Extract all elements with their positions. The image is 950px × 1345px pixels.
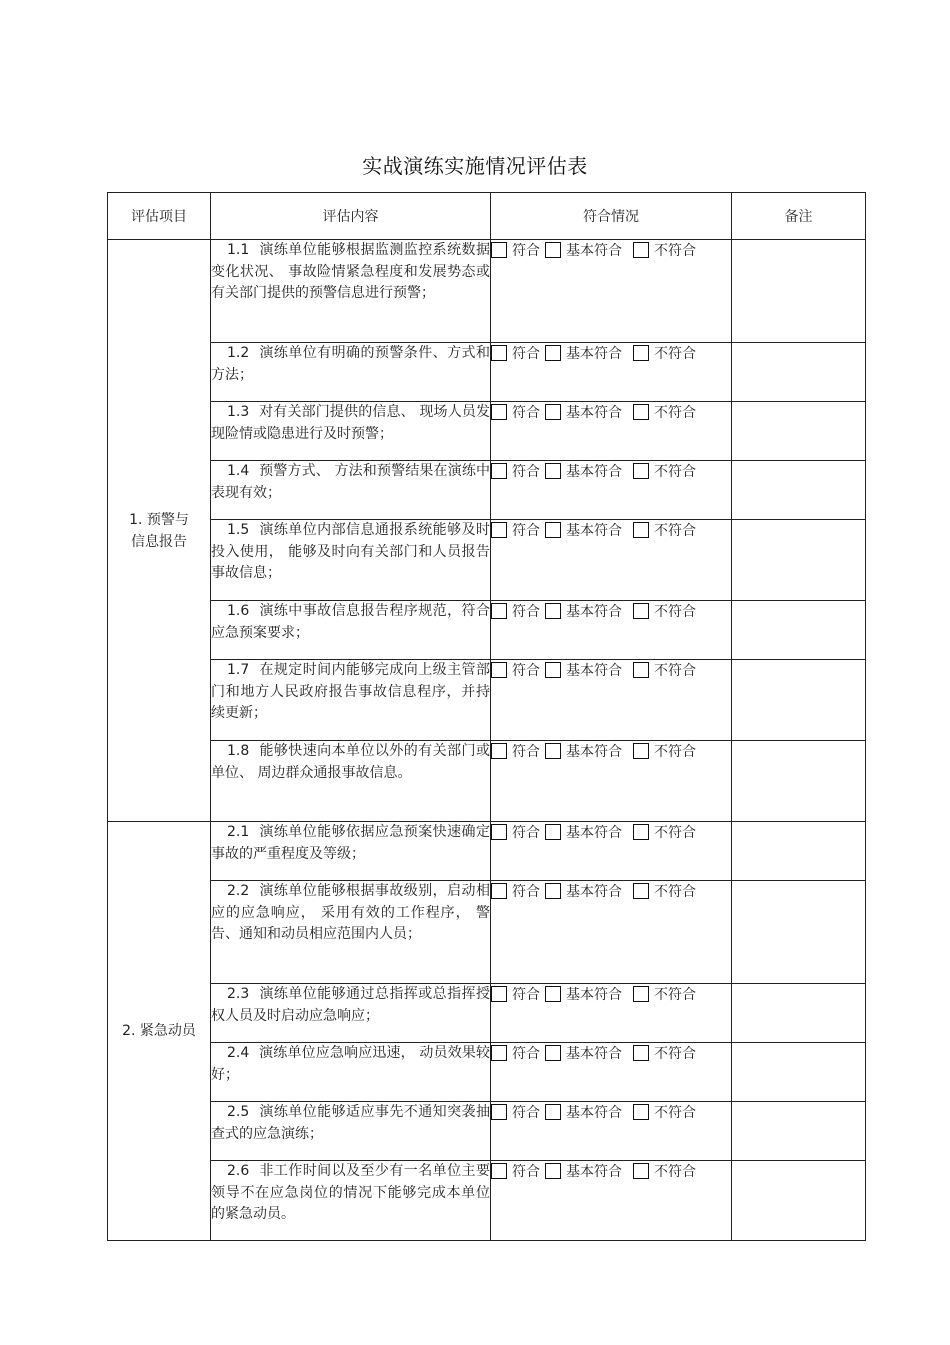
remarks-cell[interactable] bbox=[732, 1161, 866, 1241]
conform-checkbox[interactable] bbox=[491, 242, 507, 258]
conform-option[interactable] bbox=[491, 461, 540, 481]
header-item: 评估项目 bbox=[108, 193, 211, 240]
basic-conform-checkbox[interactable] bbox=[545, 345, 561, 361]
conformity-cell bbox=[491, 822, 732, 881]
conform-label: 符合 bbox=[512, 744, 540, 760]
remarks-cell[interactable] bbox=[732, 520, 866, 601]
non-conform-checkbox[interactable] bbox=[633, 986, 649, 1002]
basic-conform-checkbox[interactable] bbox=[545, 1104, 561, 1120]
non-conform-option[interactable] bbox=[633, 984, 696, 1004]
conform-label: 符合 bbox=[512, 884, 540, 900]
table-row bbox=[108, 1102, 866, 1161]
conform-label: 符合 bbox=[512, 1046, 540, 1062]
conform-checkbox[interactable] bbox=[491, 345, 507, 361]
section-name-line2: 信息报告 bbox=[131, 533, 187, 550]
basic-conform-label: 基本符合 bbox=[566, 464, 622, 480]
criterion-number: 1.2 bbox=[227, 345, 250, 361]
basic-conform-label: 基本符合 bbox=[566, 1164, 622, 1180]
non-conform-checkbox[interactable] bbox=[633, 603, 649, 619]
criterion-text: 演练单位能够依据应急预案快速确定事故的严重程度及等级； bbox=[211, 824, 490, 862]
conform-checkbox[interactable] bbox=[491, 463, 507, 479]
conformity-cell bbox=[491, 984, 732, 1043]
conform-checkbox[interactable] bbox=[491, 1163, 507, 1179]
table-row bbox=[108, 1161, 866, 1241]
conformity-cell bbox=[491, 660, 732, 741]
criterion-number: 1.4 bbox=[227, 463, 250, 479]
evaluation-table bbox=[107, 192, 866, 1241]
basic-conform-checkbox[interactable] bbox=[545, 242, 561, 258]
non-conform-option[interactable] bbox=[633, 1043, 696, 1063]
table-row bbox=[108, 402, 866, 461]
non-conform-label: 不符合 bbox=[654, 604, 696, 620]
section-2-name bbox=[108, 822, 211, 1241]
non-conform-label: 不符合 bbox=[654, 744, 696, 760]
non-conform-label: 不符合 bbox=[654, 464, 696, 480]
non-conform-option[interactable] bbox=[633, 1161, 696, 1181]
remarks-cell[interactable] bbox=[732, 601, 866, 660]
remarks-cell[interactable] bbox=[732, 984, 866, 1043]
remarks-cell[interactable] bbox=[732, 1102, 866, 1161]
conform-label: 符合 bbox=[512, 346, 540, 362]
criterion-cell bbox=[211, 1102, 491, 1161]
conform-checkbox[interactable] bbox=[491, 662, 507, 678]
basic-conform-label: 基本符合 bbox=[566, 1105, 622, 1121]
criterion-number: 1.1 bbox=[227, 242, 250, 258]
table-row bbox=[108, 520, 866, 601]
criterion-text: 非工作时间以及至少有一名单位主要领导不在应急岗位的情况下能够完成本单位的紧急动员。 bbox=[211, 1163, 490, 1222]
basic-conform-label: 基本符合 bbox=[566, 987, 622, 1003]
conform-checkbox[interactable] bbox=[491, 603, 507, 619]
conform-option[interactable] bbox=[491, 881, 540, 901]
conform-label: 符合 bbox=[512, 523, 540, 539]
non-conform-option[interactable] bbox=[633, 822, 696, 842]
basic-conform-checkbox[interactable] bbox=[545, 824, 561, 840]
criterion-number: 1.5 bbox=[227, 522, 250, 538]
table-row bbox=[108, 343, 866, 402]
non-conform-option[interactable] bbox=[633, 240, 696, 260]
table-row bbox=[108, 601, 866, 660]
criterion-text: 对有关部门提供的信息、 现场人员发现险情或隐患进行及时预警； bbox=[211, 404, 490, 442]
criterion-text: 演练单位能够根据事故级别，启动相应的应急响应， 采用有效的工作程序， 警告、通知和动员相应范围内人员； bbox=[211, 883, 490, 942]
non-conform-checkbox[interactable] bbox=[633, 662, 649, 678]
table-header-row bbox=[108, 193, 866, 240]
table-row bbox=[108, 822, 866, 881]
basic-conform-option[interactable] bbox=[545, 402, 622, 422]
basic-conform-checkbox[interactable] bbox=[545, 1045, 561, 1061]
table-row bbox=[108, 984, 866, 1043]
conform-checkbox[interactable] bbox=[491, 522, 507, 538]
non-conform-checkbox[interactable] bbox=[633, 242, 649, 258]
criterion-text: 演练单位能够根据监测监控系统数据变化状况、 事故险情紧急程度和发展势态或有关部门提供的预警信息进行预警； bbox=[211, 242, 490, 301]
criterion-cell bbox=[211, 822, 491, 881]
criterion-cell bbox=[211, 660, 491, 741]
conformity-cell bbox=[491, 601, 732, 660]
criterion-cell bbox=[211, 520, 491, 601]
basic-conform-option[interactable] bbox=[545, 984, 622, 1004]
conform-option[interactable] bbox=[491, 741, 540, 761]
basic-conform-option[interactable] bbox=[545, 601, 622, 621]
non-conform-label: 不符合 bbox=[654, 1046, 696, 1062]
non-conform-checkbox[interactable] bbox=[633, 404, 649, 420]
criterion-text: 能够快速向本单位以外的有关部门或单位、 周边群众通报事故信息。 bbox=[211, 743, 490, 781]
criterion-number: 2.1 bbox=[227, 824, 250, 840]
basic-conform-checkbox[interactable] bbox=[545, 1163, 561, 1179]
conform-label: 符合 bbox=[512, 825, 540, 841]
conform-option[interactable] bbox=[491, 402, 540, 422]
header-content: 评估内容 bbox=[211, 193, 491, 240]
conformity-cell bbox=[491, 461, 732, 520]
conform-option[interactable] bbox=[491, 343, 540, 363]
basic-conform-checkbox[interactable] bbox=[545, 463, 561, 479]
table-row bbox=[108, 881, 866, 984]
non-conform-label: 不符合 bbox=[654, 1164, 696, 1180]
header-conformity: 符合情况 bbox=[491, 193, 732, 240]
conformity-cell bbox=[491, 1161, 732, 1241]
conform-checkbox[interactable] bbox=[491, 883, 507, 899]
basic-conform-option[interactable] bbox=[545, 1043, 622, 1063]
non-conform-checkbox[interactable] bbox=[633, 463, 649, 479]
conform-option[interactable] bbox=[491, 601, 540, 621]
criterion-number: 2.4 bbox=[227, 1045, 250, 1061]
criterion-cell bbox=[211, 1161, 491, 1241]
non-conform-option[interactable] bbox=[633, 601, 696, 621]
remarks-cell[interactable] bbox=[732, 343, 866, 402]
basic-conform-option[interactable] bbox=[545, 1102, 622, 1122]
conform-option[interactable] bbox=[491, 1043, 540, 1063]
conform-checkbox[interactable] bbox=[491, 824, 507, 840]
conform-option[interactable] bbox=[491, 822, 540, 842]
non-conform-checkbox[interactable] bbox=[633, 1104, 649, 1120]
criterion-text: 预警方式、 方法和预警结果在演练中表现有效； bbox=[211, 463, 490, 501]
remarks-cell[interactable] bbox=[732, 822, 866, 881]
conformity-cell bbox=[491, 402, 732, 461]
criterion-number: 2.3 bbox=[227, 986, 250, 1002]
basic-conform-label: 基本符合 bbox=[566, 405, 622, 421]
non-conform-checkbox[interactable] bbox=[633, 522, 649, 538]
conformity-cell bbox=[491, 240, 732, 343]
basic-conform-option[interactable] bbox=[545, 520, 622, 540]
conformity-cell bbox=[491, 1043, 732, 1102]
conform-label: 符合 bbox=[512, 405, 540, 421]
basic-conform-label: 基本符合 bbox=[566, 1046, 622, 1062]
remarks-cell[interactable] bbox=[732, 1043, 866, 1102]
section-name-line1: 2. 紧急动员 bbox=[122, 1023, 196, 1039]
criterion-text: 演练单位能够适应事先不通知突袭抽查式的应急演练； bbox=[211, 1104, 490, 1142]
page-title: 实战演练实施情况评估表 bbox=[362, 154, 588, 178]
non-conform-label: 不符合 bbox=[654, 884, 696, 900]
conformity-cell bbox=[491, 881, 732, 984]
criterion-text: 演练中事故信息报告程序规范，符合应急预案要求； bbox=[211, 603, 490, 641]
non-conform-option[interactable] bbox=[633, 660, 696, 680]
criterion-cell bbox=[211, 984, 491, 1043]
conform-label: 符合 bbox=[512, 663, 540, 679]
conform-label: 符合 bbox=[512, 1164, 540, 1180]
criterion-number: 1.8 bbox=[227, 743, 250, 759]
non-conform-checkbox[interactable] bbox=[633, 1163, 649, 1179]
non-conform-option[interactable] bbox=[633, 402, 696, 422]
table-row bbox=[108, 741, 866, 822]
non-conform-option[interactable] bbox=[633, 520, 696, 540]
conform-label: 符合 bbox=[512, 987, 540, 1003]
non-conform-label: 不符合 bbox=[654, 523, 696, 539]
conform-option[interactable] bbox=[491, 984, 540, 1004]
basic-conform-option[interactable] bbox=[545, 741, 622, 761]
criterion-number: 2.5 bbox=[227, 1104, 250, 1120]
criterion-cell bbox=[211, 741, 491, 822]
conform-label: 符合 bbox=[512, 604, 540, 620]
remarks-cell[interactable] bbox=[732, 881, 866, 984]
non-conform-label: 不符合 bbox=[654, 663, 696, 679]
basic-conform-checkbox[interactable] bbox=[545, 522, 561, 538]
criterion-cell bbox=[211, 240, 491, 343]
non-conform-label: 不符合 bbox=[654, 405, 696, 421]
remarks-cell[interactable] bbox=[732, 402, 866, 461]
remarks-cell[interactable] bbox=[732, 660, 866, 741]
header-remarks: 备注 bbox=[732, 193, 866, 240]
basic-conform-label: 基本符合 bbox=[566, 243, 622, 259]
basic-conform-label: 基本符合 bbox=[566, 346, 622, 362]
criterion-number: 1.3 bbox=[227, 404, 250, 420]
basic-conform-label: 基本符合 bbox=[566, 663, 622, 679]
criterion-text: 演练单位有明确的预警条件、方式和方法； bbox=[211, 345, 490, 383]
criterion-number: 1.6 bbox=[227, 603, 250, 619]
criterion-number: 2.2 bbox=[227, 883, 250, 899]
criterion-cell bbox=[211, 1043, 491, 1102]
conform-checkbox[interactable] bbox=[491, 1104, 507, 1120]
non-conform-option[interactable] bbox=[633, 1102, 696, 1122]
conformity-cell bbox=[491, 520, 732, 601]
non-conform-option[interactable] bbox=[633, 343, 696, 363]
table-row bbox=[108, 1043, 866, 1102]
basic-conform-option[interactable] bbox=[545, 660, 622, 680]
remarks-cell[interactable] bbox=[732, 741, 866, 822]
criterion-text: 演练单位内部信息通报系统能够及时投入使用， 能够及时向有关部门和人员报告事故信息； bbox=[211, 522, 490, 581]
conformity-cell bbox=[491, 1102, 732, 1161]
criterion-cell bbox=[211, 402, 491, 461]
non-conform-label: 不符合 bbox=[654, 1105, 696, 1121]
remarks-cell[interactable] bbox=[732, 240, 866, 343]
table-row bbox=[108, 660, 866, 741]
basic-conform-checkbox[interactable] bbox=[545, 986, 561, 1002]
non-conform-label: 不符合 bbox=[654, 825, 696, 841]
conform-option[interactable] bbox=[491, 520, 540, 540]
conform-checkbox[interactable] bbox=[491, 404, 507, 420]
criterion-cell bbox=[211, 461, 491, 520]
basic-conform-checkbox[interactable] bbox=[545, 743, 561, 759]
basic-conform-label: 基本符合 bbox=[566, 604, 622, 620]
non-conform-checkbox[interactable] bbox=[633, 1045, 649, 1061]
non-conform-label: 不符合 bbox=[654, 987, 696, 1003]
criterion-cell bbox=[211, 343, 491, 402]
basic-conform-label: 基本符合 bbox=[566, 523, 622, 539]
basic-conform-option[interactable] bbox=[545, 461, 622, 481]
section-1-name bbox=[108, 240, 211, 822]
conform-option[interactable] bbox=[491, 240, 540, 260]
criterion-text: 演练单位能够通过总指挥或总指挥授权人员及时启动应急响应； bbox=[211, 986, 490, 1024]
criterion-cell bbox=[211, 601, 491, 660]
conform-option[interactable] bbox=[491, 660, 540, 680]
conformity-cell bbox=[491, 741, 732, 822]
conform-option[interactable] bbox=[491, 1102, 540, 1122]
basic-conform-checkbox[interactable] bbox=[545, 404, 561, 420]
basic-conform-checkbox[interactable] bbox=[545, 883, 561, 899]
conform-label: 符合 bbox=[512, 464, 540, 480]
criterion-number: 2.6 bbox=[227, 1163, 250, 1179]
criterion-text: 在规定时间内能够完成向上级主管部门和地方人民政府报告事故信息程序，并持续更新； bbox=[211, 662, 490, 721]
non-conform-label: 不符合 bbox=[654, 346, 696, 362]
conform-option[interactable] bbox=[491, 1161, 540, 1181]
basic-conform-option[interactable] bbox=[545, 822, 622, 842]
table-row bbox=[108, 240, 866, 343]
criterion-number: 1.7 bbox=[227, 662, 250, 678]
conform-checkbox[interactable] bbox=[491, 986, 507, 1002]
non-conform-checkbox[interactable] bbox=[633, 824, 649, 840]
non-conform-checkbox[interactable] bbox=[633, 743, 649, 759]
basic-conform-label: 基本符合 bbox=[566, 744, 622, 760]
section-name-line1: 1. 预警与 bbox=[129, 511, 189, 528]
criterion-cell bbox=[211, 881, 491, 984]
basic-conform-label: 基本符合 bbox=[566, 884, 622, 900]
conformity-cell bbox=[491, 343, 732, 402]
basic-conform-checkbox[interactable] bbox=[545, 603, 561, 619]
basic-conform-checkbox[interactable] bbox=[545, 662, 561, 678]
conform-checkbox[interactable] bbox=[491, 743, 507, 759]
non-conform-option[interactable] bbox=[633, 741, 696, 761]
basic-conform-label: 基本符合 bbox=[566, 825, 622, 841]
non-conform-checkbox[interactable] bbox=[633, 345, 649, 361]
basic-conform-option[interactable] bbox=[545, 1161, 622, 1181]
non-conform-option[interactable] bbox=[633, 461, 696, 481]
table-row bbox=[108, 461, 866, 520]
non-conform-option[interactable] bbox=[633, 881, 696, 901]
non-conform-label: 不符合 bbox=[654, 243, 696, 259]
non-conform-checkbox[interactable] bbox=[633, 883, 649, 899]
remarks-cell[interactable] bbox=[732, 461, 866, 520]
basic-conform-option[interactable] bbox=[545, 881, 622, 901]
conform-label: 符合 bbox=[512, 243, 540, 259]
basic-conform-option[interactable] bbox=[545, 343, 622, 363]
criterion-text: 演练单位应急响应迅速， 动员效果较好； bbox=[211, 1045, 490, 1083]
conform-label: 符合 bbox=[512, 1105, 540, 1121]
conform-checkbox[interactable] bbox=[491, 1045, 507, 1061]
basic-conform-option[interactable] bbox=[545, 240, 622, 260]
